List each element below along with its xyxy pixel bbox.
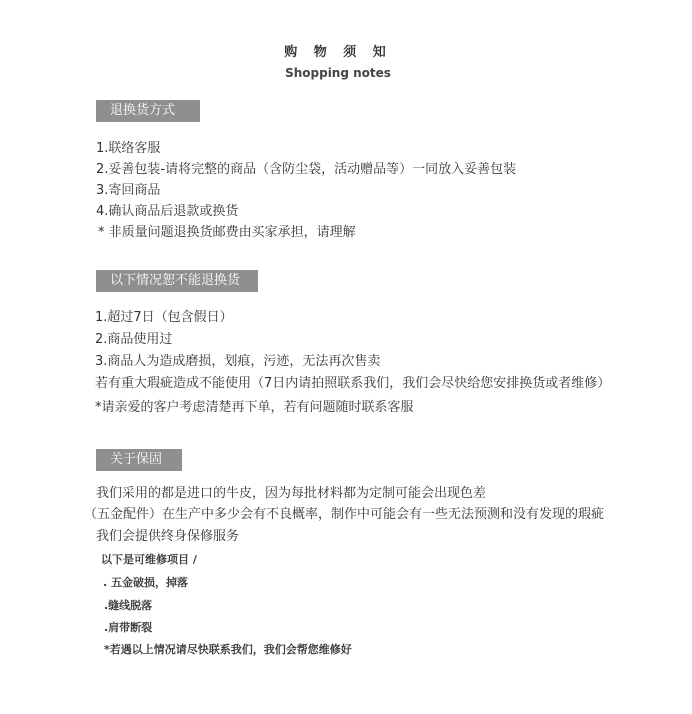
repair-item: . 五金破损，掉落 xyxy=(103,576,189,589)
list-item: 1.超过7日（包含假日） xyxy=(95,310,233,325)
list-item: 若有重大瑕疵造成不能使用（7日内请拍照联系我们，我们会尽快给您安排换货或者维修） xyxy=(95,376,611,391)
list-item: *请亲爱的客户考虑清楚再下单，若有问题随时联系客服 xyxy=(95,400,414,415)
list-item: 4.确认商品后退款或换货 xyxy=(96,204,239,219)
list-item: 1.联络客服 xyxy=(96,141,161,156)
list-item: 3.寄回商品 xyxy=(96,183,161,198)
section-tag-return-method: 退换货方式 xyxy=(96,100,200,122)
section-tag-warranty: 关于保固 xyxy=(96,449,182,471)
warranty-footer-note: *若遇以上情况请尽快联系我们，我们会帮您维修好 xyxy=(104,643,352,656)
page-title: 购 物 须 知 xyxy=(284,45,392,60)
list-item: * 非质量问题退换货邮费由买家承担，请理解 xyxy=(98,225,356,240)
repair-items-title: 以下是可维修项目 / xyxy=(101,553,197,566)
list-item: 3.商品人为造成磨损，划痕，污迹，无法再次售卖 xyxy=(95,354,381,369)
list-item: 2.妥善包装-请将完整的商品（含防尘袋，活动赠品等）一同放入妥善包装 xyxy=(96,162,517,177)
warranty-paragraph: 我们采用的都是进口的牛皮，因为每批材料都为定制可能会出现色差 xyxy=(96,486,487,501)
warranty-paragraph: （五金配件）在生产中多少会有不良概率，制作中可能会有一些无法预测和没有发现的瑕疵 xyxy=(84,507,605,522)
page-title-block xyxy=(0,44,676,82)
warranty-paragraph: 我们会提供终身保修服务 xyxy=(96,529,240,544)
page-subtitle: Shopping notes xyxy=(285,66,391,80)
list-item: 2.商品使用过 xyxy=(95,332,173,347)
repair-item: .缝线脱落 xyxy=(104,599,153,612)
repair-item: .肩带断裂 xyxy=(104,621,153,634)
section-tag-no-return: 以下情况恕不能退换货 xyxy=(96,270,258,292)
